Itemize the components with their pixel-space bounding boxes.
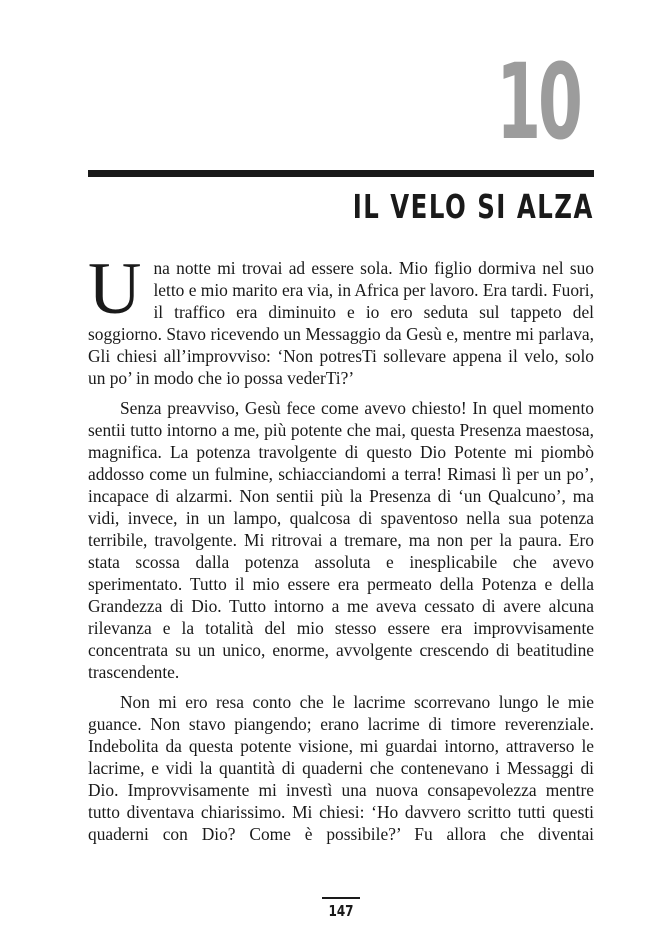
chapter-number: 10 [496, 41, 580, 163]
paragraph-first [88, 248, 594, 389]
page-number: 147 [328, 902, 354, 920]
chapter-divider [88, 170, 594, 177]
chapter-body [88, 248, 594, 845]
paragraph-first-text: na notte mi trovai ad essere sola. Mio figlio dormiva nel suo letto e mio marito era via, in Africa per lavoro. Era tardi. Fuori, il traffico era diminuito e io ero seduta sul tappeto del soggiorno. Stavo ricevendo un Messaggio da Gesù e, mentre mi parlava, Gli chiesi all’improvviso: ‘Non potresTi sollevare appena il velo, solo un po’ in modo che io possa vederTi?’ [88, 258, 594, 388]
paragraph-third: Non mi ero resa conto che le lacrime scorrevano lungo le mie guance. Non stavo piangendo; erano lacrime di timore reverenziale. Indebolita da questa potente visione, mi guardai intorno, attraverso le lacrime, e vidi la quantità di quaderni che contenevano i Messaggi di Dio. Improvvisamente mi investì una nuova consapevolezza mentre tutto diventava chiarissimo. Mi chiesi: ‘Ho davvero scritto tutti questi quaderni con Dio? Come è possibile?’ Fu allora che diventai [88, 692, 594, 844]
drop-cap: U [88, 248, 142, 330]
footer-divider [322, 897, 360, 899]
chapter-title: IL VELO SI ALZA [352, 187, 594, 226]
paragraph-second: Senza preavviso, Gesù fece come avevo chiesto! In quel momento sentii tutto intorno a me, più potente che mai, questa Presenza maestosa, magnifica. La potenza travolgente di questo Dio Potente mi piombò addosso come un fulmine, schiacciandomi a terra! Rimasi lì per un po’, incapace di alzarmi. Non sentii più la Presenza di ‘un Qualcuno’, ma vidi, invece, in un lampo, qualcosa di spaventoso nella sua potenza terribile, travolgente. Mi ritrovai a tremare, ma non per la paura. Ero stata scossa dalla potenza assoluta e inesplicabile che avevo sperimentato. Tutto il mio essere era permeato della Potenza e della Grandezza di Dio. Tutto intorno a me aveva cessato di avere alcuna rilevanza e la totalità del mio stesso essere era improvvisamente concentrata su un unico, enorme, avvolgente crescendo di beatitudine trascendente. [88, 398, 594, 682]
